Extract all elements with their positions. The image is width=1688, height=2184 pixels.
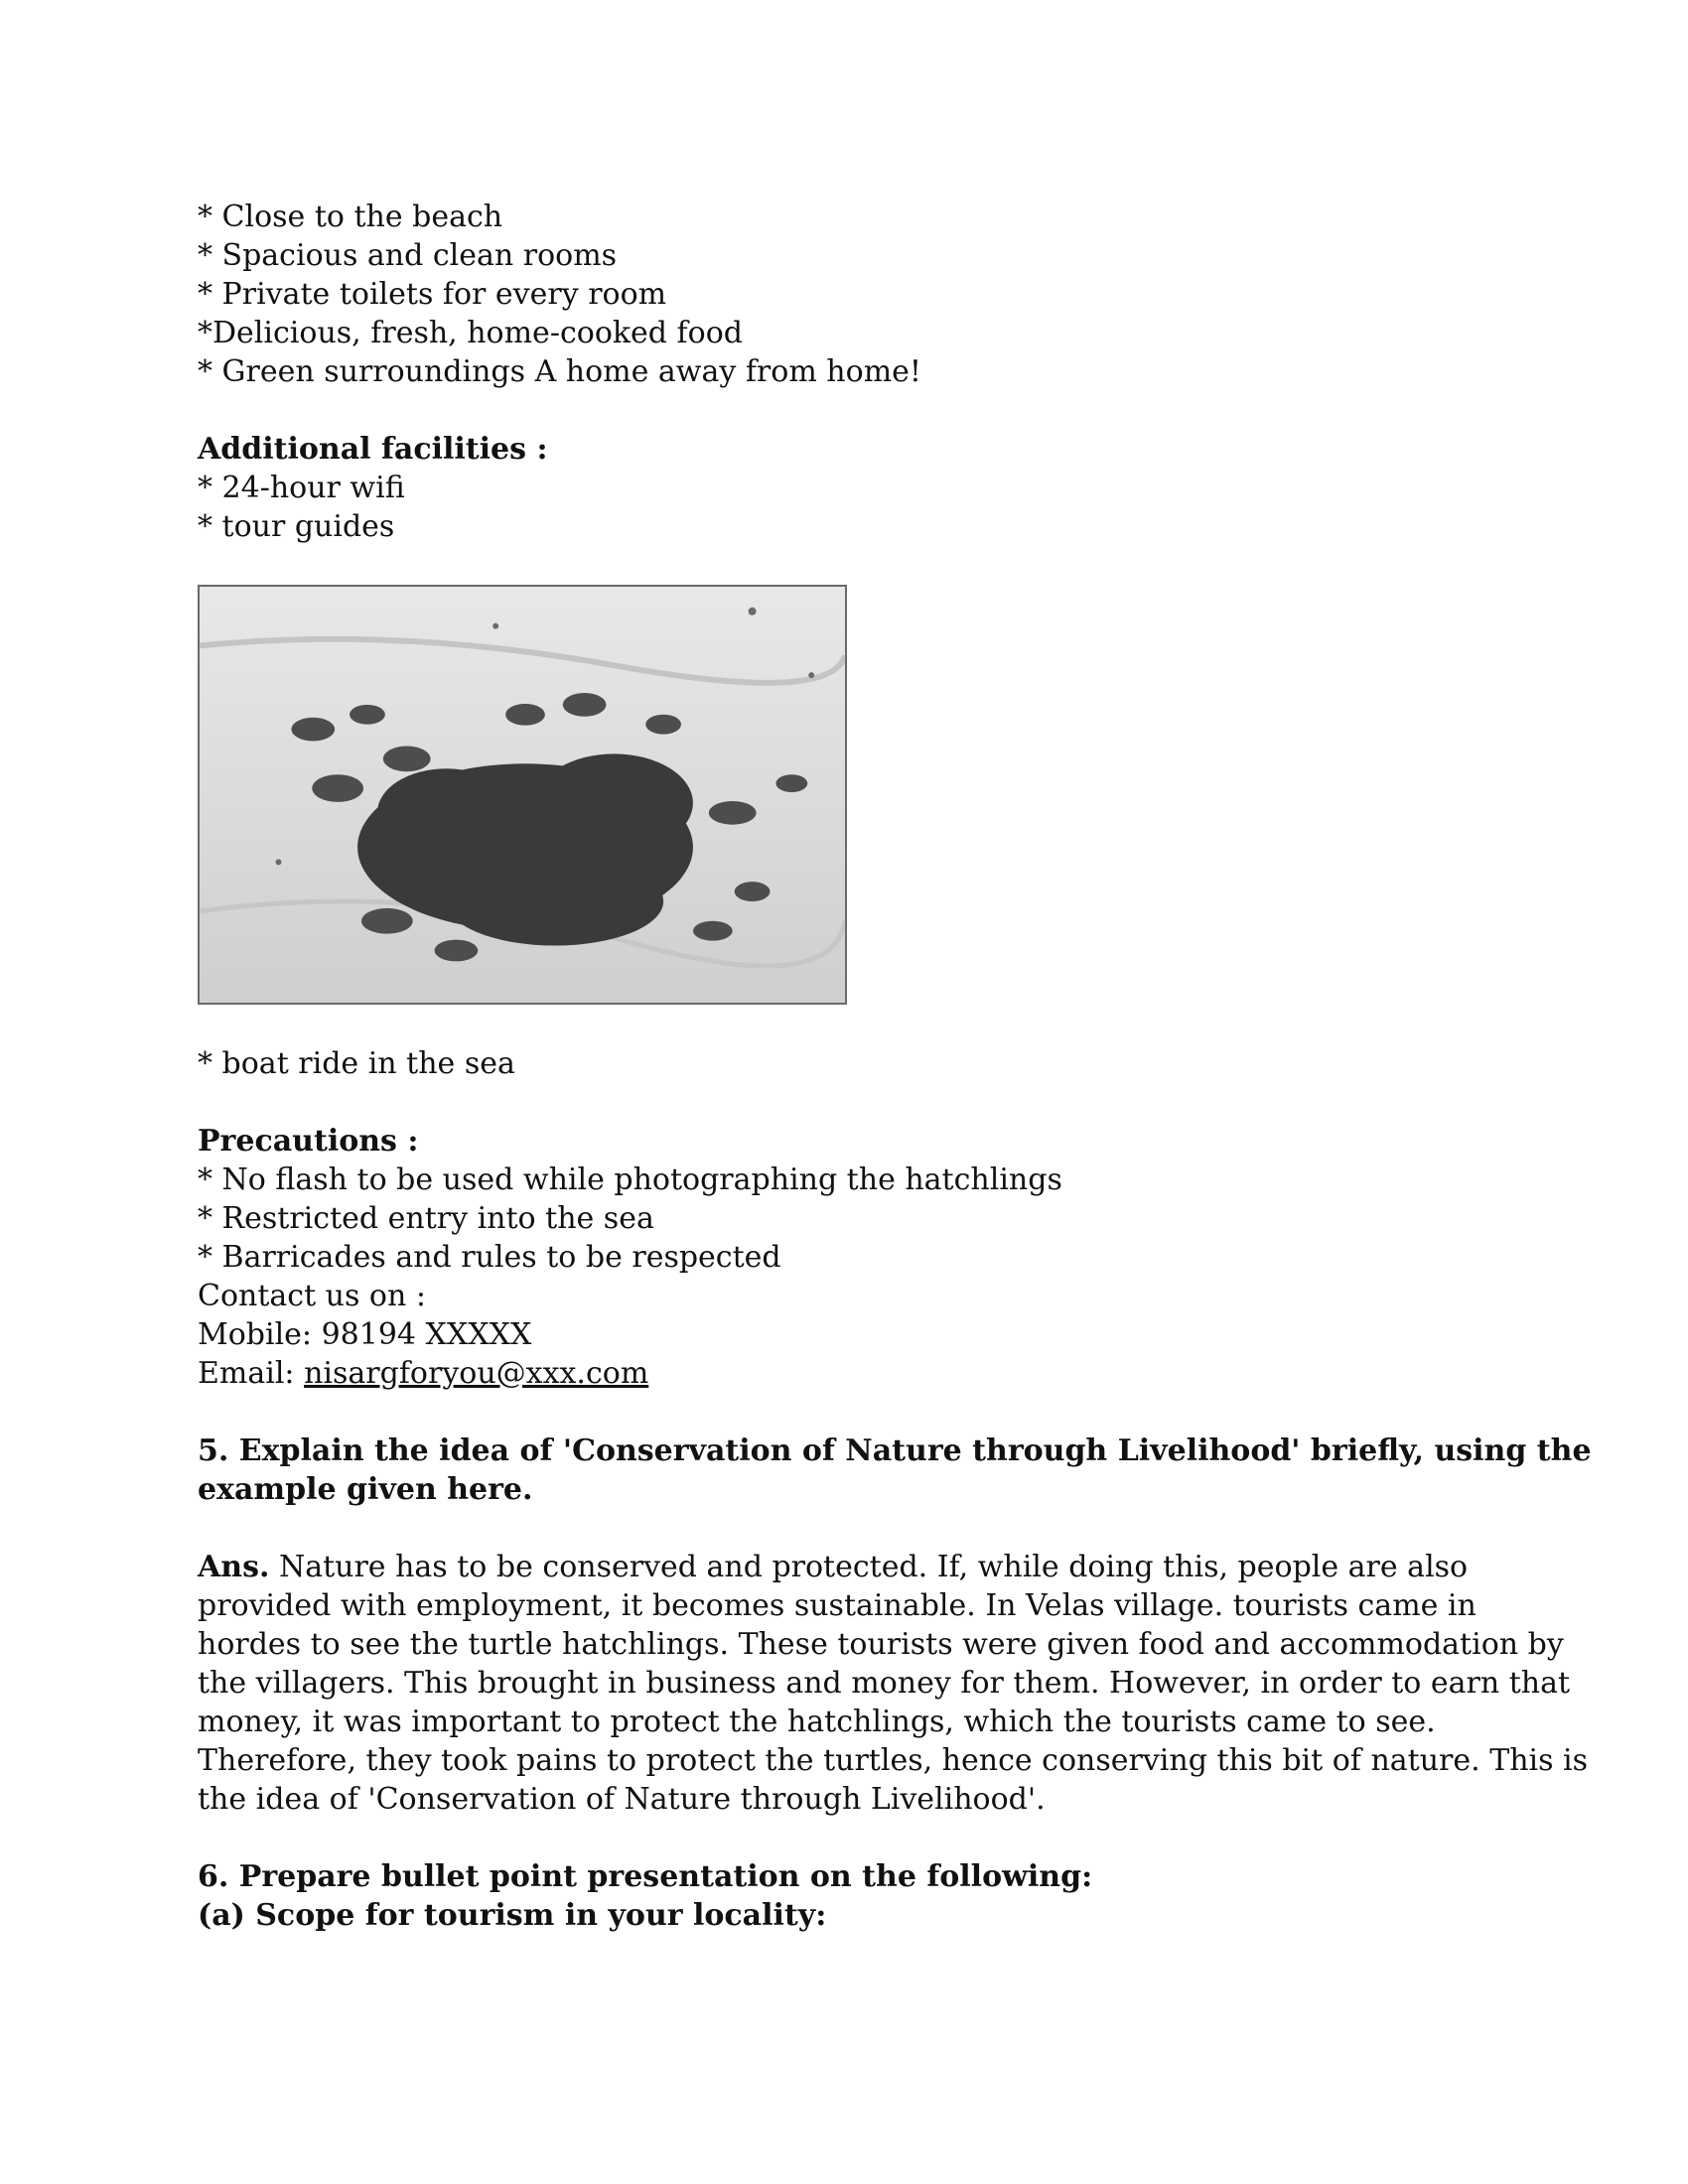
precaution-item: * Restricted entry into the sea xyxy=(198,1201,654,1236)
additional-facility-item: * tour guides xyxy=(198,509,395,544)
answer-5-line: provided with employment, it becomes sustainable. In Velas village. tourists came in xyxy=(198,1588,1477,1623)
question-5-line2: example given here. xyxy=(198,1472,533,1507)
question-5-line1: 5. Explain the idea of 'Conservation of Nature through Livelihood' briefly, using the xyxy=(198,1433,1592,1468)
answer-5-line: hordes to see the turtle hatchlings. These tourists were given food and accommodation by xyxy=(198,1627,1564,1662)
feature-item: *Delicious, fresh, home-cooked food xyxy=(198,316,743,350)
turtle-hatchlings-photo xyxy=(198,585,847,1005)
feature-item: * Private toilets for every room xyxy=(198,277,667,312)
additional-facility-item: * boat ride in the sea xyxy=(198,1046,515,1081)
question-6a: (a) Scope for tourism in your locality: xyxy=(198,1898,827,1933)
answer-label: Ans. xyxy=(198,1550,270,1584)
question-6: 6. Prepare bullet point presentation on the following: xyxy=(198,1859,1093,1894)
additional-facility-item: * 24-hour wifi xyxy=(198,471,405,505)
feature-item: * Close to the beach xyxy=(198,200,503,234)
answer-5-line: the idea of 'Conservation of Nature through Livelihood'. xyxy=(198,1782,1046,1817)
additional-facilities-heading: Additional facilities : xyxy=(198,432,548,467)
email-label: Email: xyxy=(198,1356,305,1391)
contact-mobile: Mobile: 98194 XXXXX xyxy=(198,1317,532,1352)
precaution-item: * Barricades and rules to be respected xyxy=(198,1240,781,1275)
answer-5-line: money, it was important to protect the hatchlings, which the tourists came to see. xyxy=(198,1705,1436,1739)
precaution-item: * No flash to be used while photographing the hatchlings xyxy=(198,1162,1062,1197)
answer-5-line: Therefore, they took pains to protect the turtles, hence conserving this bit of nature. This is xyxy=(198,1743,1589,1778)
email-link[interactable]: nisargforyou@xxx.com xyxy=(304,1356,649,1391)
feature-item: * Spacious and clean rooms xyxy=(198,238,618,273)
contact-label: Contact us on : xyxy=(198,1279,426,1313)
answer-5-line: the villagers. This brought in business and money for them. However, in order to earn that xyxy=(198,1666,1571,1701)
answer-5-line: Ans. Nature has to be conserved and protected. If, while doing this, people are also xyxy=(198,1550,1469,1584)
precautions-heading: Precautions : xyxy=(198,1124,419,1159)
document-content xyxy=(198,198,1592,1935)
feature-item: * Green surroundings A home away from home! xyxy=(198,354,921,389)
contact-email-row xyxy=(198,1354,1508,1393)
